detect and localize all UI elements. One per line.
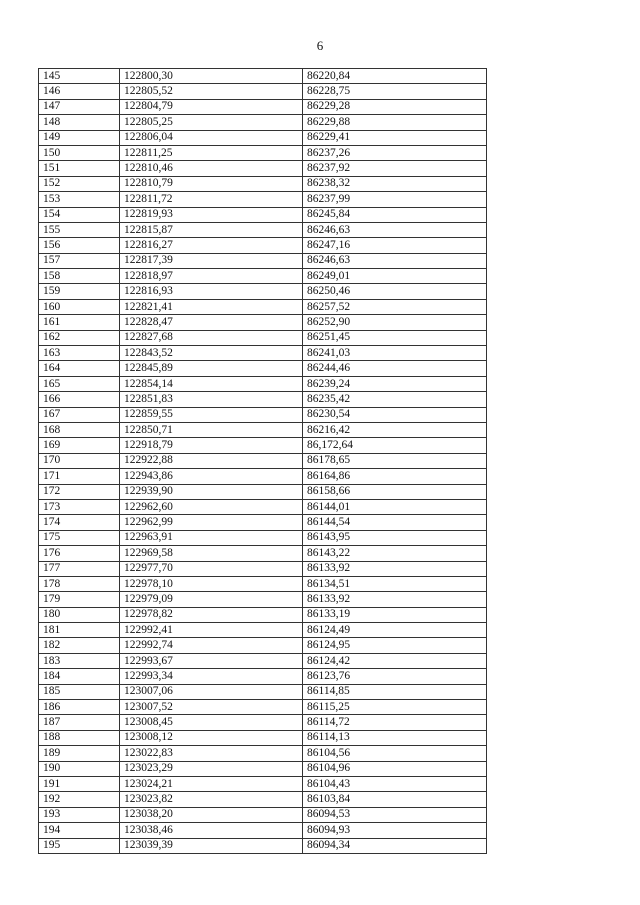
x-coordinate-cell: 122992,41 (120, 623, 303, 638)
x-coordinate-cell: 122993,67 (120, 653, 303, 668)
y-coordinate-cell: 86143,22 (303, 546, 487, 561)
y-coordinate-cell: 86239,24 (303, 376, 487, 391)
x-coordinate-cell: 123023,29 (120, 761, 303, 776)
y-coordinate-cell: 86133,92 (303, 592, 487, 607)
x-coordinate-cell: 122828,47 (120, 315, 303, 330)
x-coordinate-cell: 123024,21 (120, 776, 303, 791)
x-coordinate-cell: 122918,79 (120, 438, 303, 453)
x-coordinate-cell: 122993,34 (120, 669, 303, 684)
y-coordinate-cell: 86229,41 (303, 130, 487, 145)
y-coordinate-cell: 86220,84 (303, 69, 487, 84)
x-coordinate-cell: 122816,27 (120, 238, 303, 253)
x-coordinate-cell: 122939,90 (120, 484, 303, 499)
x-coordinate-cell: 122805,52 (120, 84, 303, 99)
table-row (39, 546, 487, 561)
table-row (39, 115, 487, 130)
x-coordinate-cell: 122854,14 (120, 376, 303, 391)
point-number-cell: 146 (39, 84, 120, 99)
x-coordinate-cell: 122978,82 (120, 607, 303, 622)
y-coordinate-cell: 86230,54 (303, 407, 487, 422)
point-number-cell: 178 (39, 576, 120, 591)
page-number: 6 (316, 38, 324, 53)
table-row (39, 638, 487, 653)
table-row (39, 253, 487, 268)
table-row (39, 761, 487, 776)
x-coordinate-cell: 122978,10 (120, 576, 303, 591)
point-number-cell: 184 (39, 669, 120, 684)
x-coordinate-cell: 123023,82 (120, 792, 303, 807)
y-coordinate-cell: 86134,51 (303, 576, 487, 591)
y-coordinate-cell: 86114,85 (303, 684, 487, 699)
table-row (39, 130, 487, 145)
table-row (39, 392, 487, 407)
table-row (39, 376, 487, 391)
x-coordinate-cell: 123007,06 (120, 684, 303, 699)
x-coordinate-cell: 123038,46 (120, 823, 303, 838)
point-number-cell: 181 (39, 623, 120, 638)
point-number-cell: 188 (39, 730, 120, 745)
x-coordinate-cell: 123008,45 (120, 715, 303, 730)
y-coordinate-cell: 86114,13 (303, 730, 487, 745)
x-coordinate-cell: 122850,71 (120, 422, 303, 437)
y-coordinate-cell: 86251,45 (303, 330, 487, 345)
point-number-cell: 158 (39, 269, 120, 284)
table-row (39, 792, 487, 807)
x-coordinate-cell: 122819,93 (120, 207, 303, 222)
x-coordinate-cell: 123007,52 (120, 700, 303, 715)
table-row (39, 807, 487, 822)
table-row (39, 207, 487, 222)
table-row (39, 561, 487, 576)
table-row (39, 176, 487, 191)
point-number-cell: 164 (39, 361, 120, 376)
point-number-cell: 193 (39, 807, 120, 822)
y-coordinate-cell: 86124,42 (303, 653, 487, 668)
x-coordinate-cell: 122859,55 (120, 407, 303, 422)
y-coordinate-cell: 86247,16 (303, 238, 487, 253)
point-number-cell: 176 (39, 546, 120, 561)
x-coordinate-cell: 122992,74 (120, 638, 303, 653)
y-coordinate-cell: 86104,43 (303, 776, 487, 791)
y-coordinate-cell: 86124,49 (303, 623, 487, 638)
y-coordinate-cell: 86229,28 (303, 99, 487, 114)
x-coordinate-cell: 122818,97 (120, 269, 303, 284)
point-number-cell: 183 (39, 653, 120, 668)
table-row (39, 576, 487, 591)
point-number-cell: 153 (39, 192, 120, 207)
table-row (39, 330, 487, 345)
point-number-cell: 156 (39, 238, 120, 253)
x-coordinate-cell: 122977,70 (120, 561, 303, 576)
x-coordinate-cell: 123039,39 (120, 838, 303, 853)
point-number-cell: 190 (39, 761, 120, 776)
y-coordinate-cell: 86124,95 (303, 638, 487, 653)
y-coordinate-cell: 86133,19 (303, 607, 487, 622)
table-row (39, 422, 487, 437)
point-number-cell: 192 (39, 792, 120, 807)
table-row (39, 592, 487, 607)
x-coordinate-cell: 122979,09 (120, 592, 303, 607)
point-number-cell: 187 (39, 715, 120, 730)
y-coordinate-cell: 86246,63 (303, 222, 487, 237)
coordinates-table-body (39, 69, 487, 854)
point-number-cell: 154 (39, 207, 120, 222)
x-coordinate-cell: 122810,46 (120, 161, 303, 176)
y-coordinate-cell: 86123,76 (303, 669, 487, 684)
point-number-cell: 179 (39, 592, 120, 607)
y-coordinate-cell: 86,172,64 (303, 438, 487, 453)
y-coordinate-cell: 86250,46 (303, 284, 487, 299)
point-number-cell: 161 (39, 315, 120, 330)
point-number-cell: 160 (39, 299, 120, 314)
y-coordinate-cell: 86144,01 (303, 499, 487, 514)
y-coordinate-cell: 86094,93 (303, 823, 487, 838)
x-coordinate-cell: 123008,12 (120, 730, 303, 745)
y-coordinate-cell: 86237,92 (303, 161, 487, 176)
point-number-cell: 166 (39, 392, 120, 407)
table-row (39, 284, 487, 299)
y-coordinate-cell: 86229,88 (303, 115, 487, 130)
point-number-cell: 149 (39, 130, 120, 145)
table-row (39, 269, 487, 284)
table-row (39, 145, 487, 160)
x-coordinate-cell: 123022,83 (120, 746, 303, 761)
y-coordinate-cell: 86241,03 (303, 346, 487, 361)
table-row (39, 730, 487, 745)
y-coordinate-cell: 86245,84 (303, 207, 487, 222)
table-row (39, 838, 487, 853)
table-row (39, 69, 487, 84)
x-coordinate-cell: 122962,60 (120, 499, 303, 514)
table-row (39, 315, 487, 330)
table-row (39, 222, 487, 237)
x-coordinate-cell: 122851,83 (120, 392, 303, 407)
point-number-cell: 155 (39, 222, 120, 237)
table-row (39, 407, 487, 422)
table-row (39, 823, 487, 838)
y-coordinate-cell: 86257,52 (303, 299, 487, 314)
y-coordinate-cell: 86103,84 (303, 792, 487, 807)
y-coordinate-cell: 86133,92 (303, 561, 487, 576)
point-number-cell: 182 (39, 638, 120, 653)
point-number-cell: 148 (39, 115, 120, 130)
x-coordinate-cell: 122963,91 (120, 530, 303, 545)
table-row (39, 84, 487, 99)
x-coordinate-cell: 122816,93 (120, 284, 303, 299)
point-number-cell: 189 (39, 746, 120, 761)
x-coordinate-cell: 122843,52 (120, 346, 303, 361)
point-number-cell: 147 (39, 99, 120, 114)
y-coordinate-cell: 86143,95 (303, 530, 487, 545)
table-row (39, 684, 487, 699)
coordinates-table (38, 68, 487, 854)
x-coordinate-cell: 122804,79 (120, 99, 303, 114)
point-number-cell: 145 (39, 69, 120, 84)
y-coordinate-cell: 86237,26 (303, 145, 487, 160)
point-number-cell: 169 (39, 438, 120, 453)
table-row (39, 346, 487, 361)
table-row (39, 623, 487, 638)
x-coordinate-cell: 122805,25 (120, 115, 303, 130)
table-row (39, 530, 487, 545)
point-number-cell: 174 (39, 515, 120, 530)
point-number-cell: 177 (39, 561, 120, 576)
x-coordinate-cell: 123038,20 (120, 807, 303, 822)
table-row (39, 746, 487, 761)
y-coordinate-cell: 86158,66 (303, 484, 487, 499)
table-row (39, 776, 487, 791)
y-coordinate-cell: 86246,63 (303, 253, 487, 268)
table-row (39, 515, 487, 530)
y-coordinate-cell: 86216,42 (303, 422, 487, 437)
x-coordinate-cell: 122806,04 (120, 130, 303, 145)
y-coordinate-cell: 86115,25 (303, 700, 487, 715)
point-number-cell: 163 (39, 346, 120, 361)
table-row (39, 438, 487, 453)
table-row (39, 700, 487, 715)
x-coordinate-cell: 122845,89 (120, 361, 303, 376)
point-number-cell: 172 (39, 484, 120, 499)
y-coordinate-cell: 86164,86 (303, 469, 487, 484)
x-coordinate-cell: 122811,25 (120, 145, 303, 160)
table-row (39, 238, 487, 253)
y-coordinate-cell: 86114,72 (303, 715, 487, 730)
x-coordinate-cell: 122815,87 (120, 222, 303, 237)
y-coordinate-cell: 86252,90 (303, 315, 487, 330)
y-coordinate-cell: 86178,65 (303, 453, 487, 468)
table-row (39, 484, 487, 499)
point-number-cell: 150 (39, 145, 120, 160)
table-row (39, 161, 487, 176)
point-number-cell: 151 (39, 161, 120, 176)
y-coordinate-cell: 86249,01 (303, 269, 487, 284)
x-coordinate-cell: 122811,72 (120, 192, 303, 207)
point-number-cell: 168 (39, 422, 120, 437)
y-coordinate-cell: 86104,96 (303, 761, 487, 776)
table-row (39, 299, 487, 314)
table-row (39, 361, 487, 376)
point-number-cell: 186 (39, 700, 120, 715)
y-coordinate-cell: 86144,54 (303, 515, 487, 530)
table-row (39, 499, 487, 514)
y-coordinate-cell: 86235,42 (303, 392, 487, 407)
y-coordinate-cell: 86104,56 (303, 746, 487, 761)
table-row (39, 653, 487, 668)
y-coordinate-cell: 86237,99 (303, 192, 487, 207)
table-row (39, 469, 487, 484)
y-coordinate-cell: 86094,34 (303, 838, 487, 853)
y-coordinate-cell: 86228,75 (303, 84, 487, 99)
point-number-cell: 167 (39, 407, 120, 422)
table-row (39, 715, 487, 730)
y-coordinate-cell: 86094,53 (303, 807, 487, 822)
y-coordinate-cell: 86238,32 (303, 176, 487, 191)
point-number-cell: 173 (39, 499, 120, 514)
point-number-cell: 162 (39, 330, 120, 345)
x-coordinate-cell: 122821,41 (120, 299, 303, 314)
point-number-cell: 157 (39, 253, 120, 268)
x-coordinate-cell: 122800,30 (120, 69, 303, 84)
point-number-cell: 180 (39, 607, 120, 622)
x-coordinate-cell: 122810,79 (120, 176, 303, 191)
x-coordinate-cell: 122943,86 (120, 469, 303, 484)
point-number-cell: 170 (39, 453, 120, 468)
point-number-cell: 191 (39, 776, 120, 791)
point-number-cell: 165 (39, 376, 120, 391)
x-coordinate-cell: 122827,68 (120, 330, 303, 345)
point-number-cell: 175 (39, 530, 120, 545)
table-row (39, 669, 487, 684)
point-number-cell: 159 (39, 284, 120, 299)
table-row (39, 607, 487, 622)
x-coordinate-cell: 122969,58 (120, 546, 303, 561)
x-coordinate-cell: 122922,88 (120, 453, 303, 468)
point-number-cell: 185 (39, 684, 120, 699)
x-coordinate-cell: 122962,99 (120, 515, 303, 530)
table-row (39, 453, 487, 468)
point-number-cell: 195 (39, 838, 120, 853)
table-row (39, 99, 487, 114)
point-number-cell: 152 (39, 176, 120, 191)
x-coordinate-cell: 122817,39 (120, 253, 303, 268)
point-number-cell: 194 (39, 823, 120, 838)
table-row (39, 192, 487, 207)
y-coordinate-cell: 86244,46 (303, 361, 487, 376)
point-number-cell: 171 (39, 469, 120, 484)
